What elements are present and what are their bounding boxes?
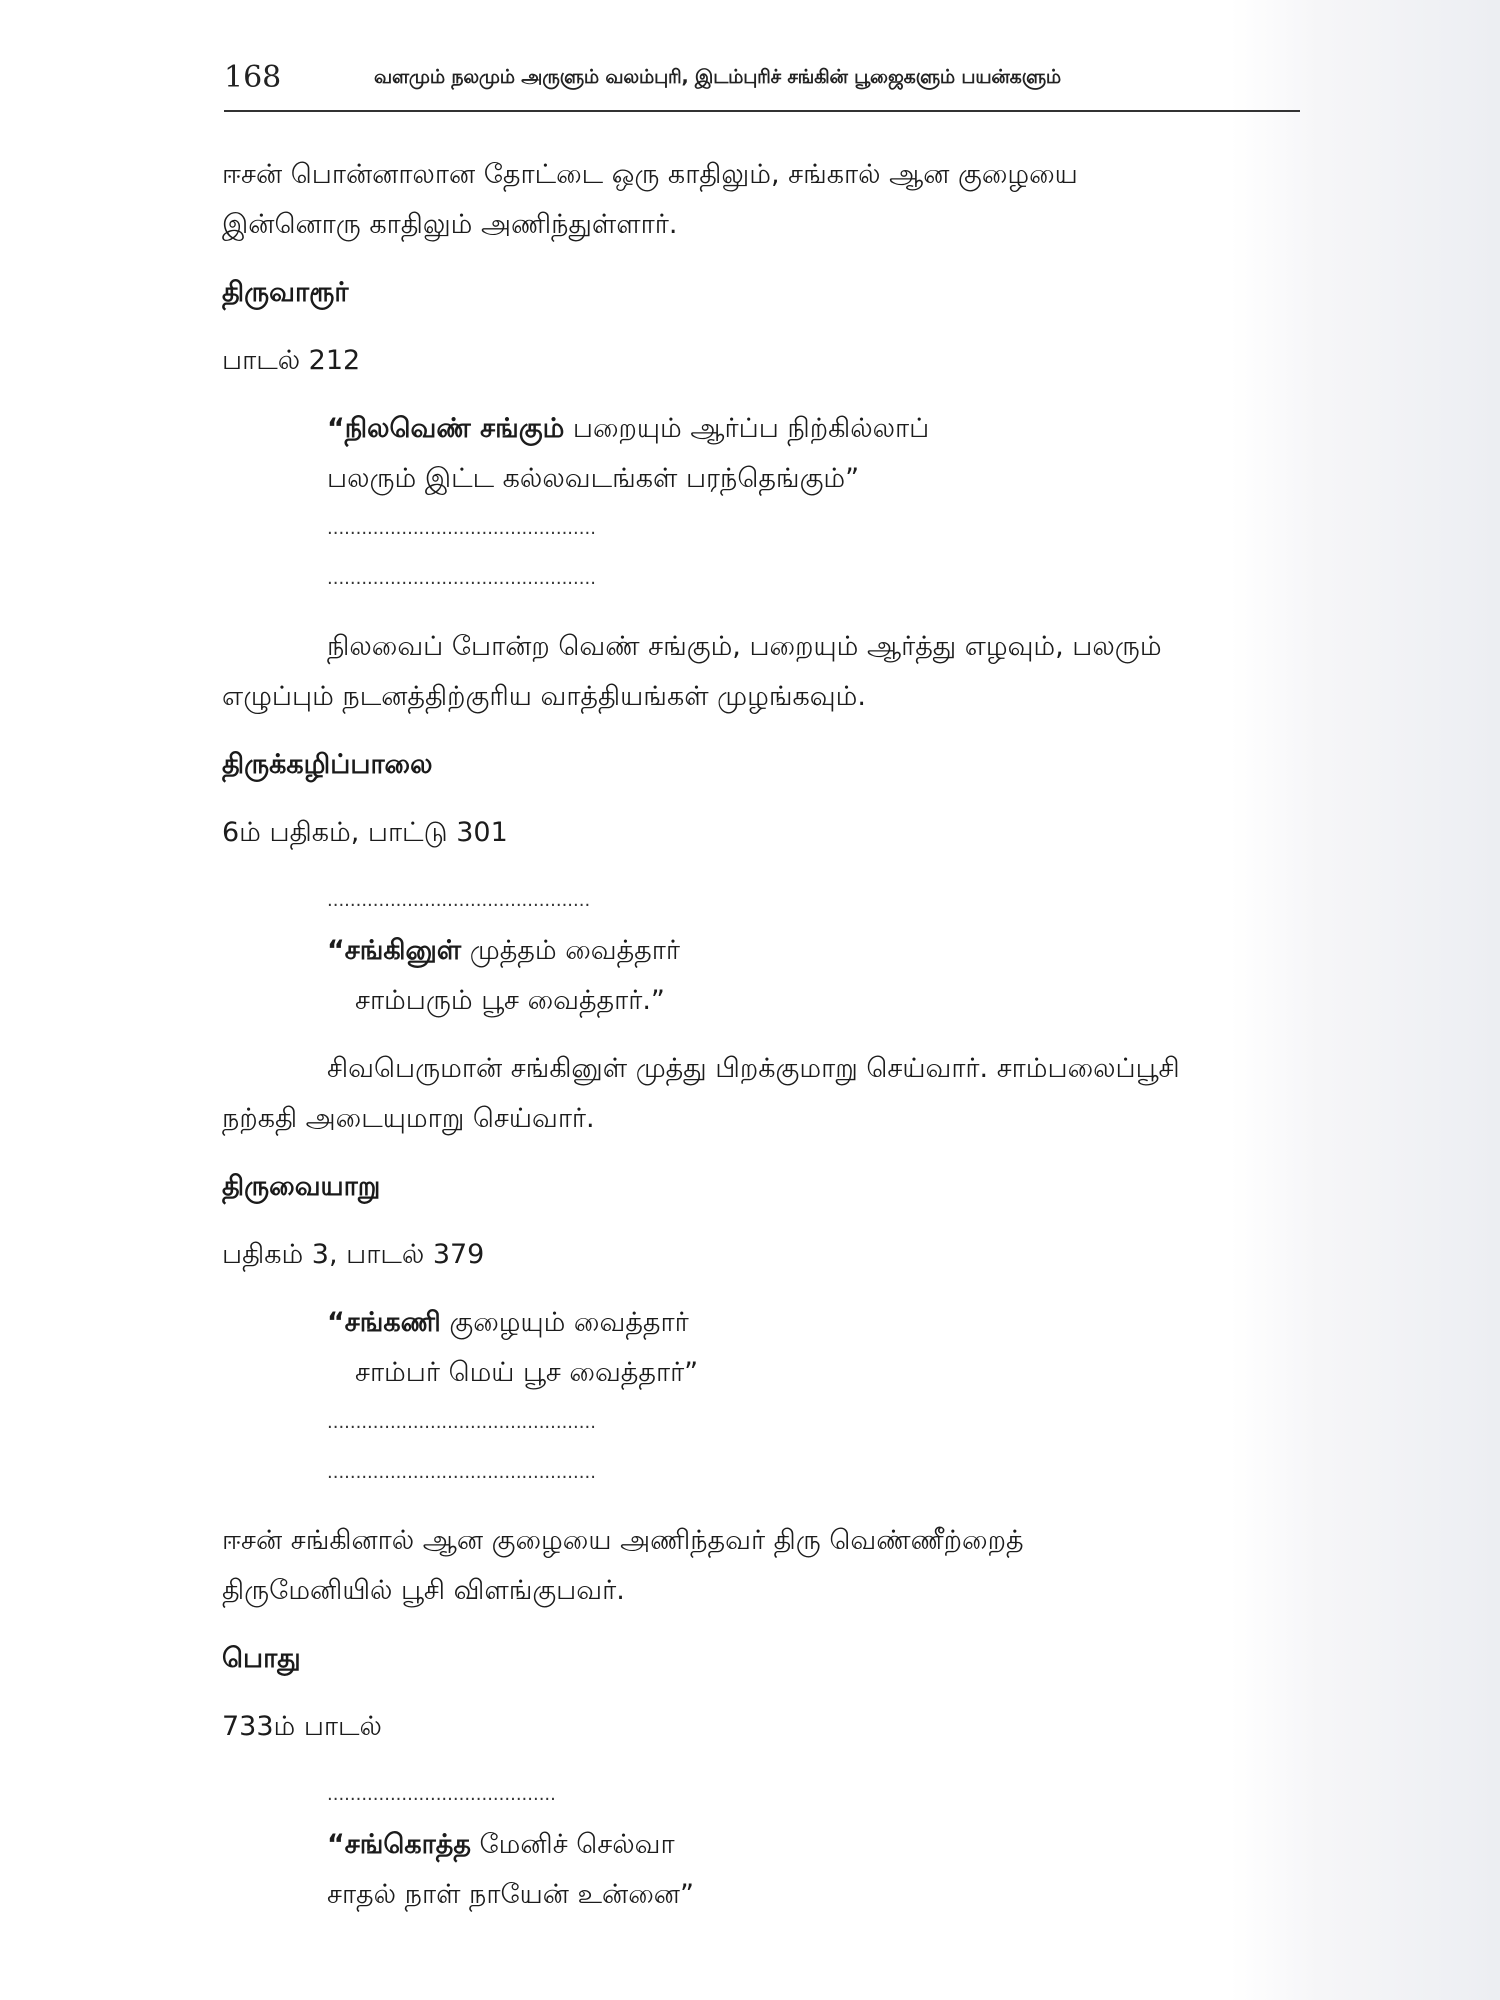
running-title: வளமும் நலமும் அருளும் வலம்புரி, இடம்புரிச் சங்கின் பூஜைகளும் பயன்களும் [374,66,1061,88]
verse-block [222,1298,1300,1498]
verse-reference: 6ம் பதிகம், பாட்டு 301 [222,817,508,848]
section-heading-thiruvaiyaru: திருவையாறு [222,1171,381,1202]
section-heading-thirukkazhippalai: திருக்கழிப்பாலை [222,749,433,780]
verse-emphasis: “சங்கொத்த [327,1829,471,1860]
section-heading-thiruvarur: திருவாரூர் [222,277,349,308]
explanation-paragraph [222,1044,1300,1144]
verse-line: சாம்பர் மெய் பூச வைத்தார்” [355,1357,699,1388]
ellipsis-line: ............................................... [327,1462,596,1483]
verse-text: முத்தம் வைத்தார் [461,935,680,966]
paragraph-line: இன்னொரு காதிலும் அணிந்துள்ளார். [222,209,678,240]
verse-line [327,1820,1300,1870]
verse-emphasis: “சங்கினுள் [327,935,462,966]
paragraph-line: நிலவைப் போன்ற வெண் சங்கும், பறையும் ஆர்த்து எழவும், பலரும் [327,631,1162,662]
ellipsis-line: .............................................. [327,890,591,911]
paragraph-line: சிவபெருமான் சங்கினுள் முத்து பிறக்குமாறு செய்வார். சாம்பலைப்பூசி [327,1053,1180,1084]
verse-block [222,1770,1300,1920]
verse-line: சாதல் நாள் நாயேன் உன்னை” [327,1879,694,1910]
verse-text: மேனிச் செல்வா [470,1829,675,1860]
paragraph-line: ஈசன் சங்கினால் ஆன குழையை அணிந்தவர் திரு வெண்ணீற்றைத் [222,1525,1024,1556]
verse-line [327,404,1300,454]
paragraph-line: எழுப்பும் நடனத்திற்குரிய வாத்தியங்கள் முழங்கவும். [222,681,866,712]
verse-reference: பதிகம் 3, பாடல் 379 [222,1239,485,1270]
paragraph-line: திருமேனியில் பூசி விளங்குபவர். [222,1575,625,1606]
explanation-paragraph [222,622,1300,722]
verse-text: குழையும் வைத்தார் [440,1307,689,1338]
verse-block [222,404,1300,604]
verse-reference: பாடல் 212 [222,345,361,376]
paragraph-line: ஈசன் பொன்னாலான தோட்டை ஒரு காதிலும், சங்கால் ஆன குழையை [222,159,1078,190]
verse-text: பறையும் ஆர்ப்ப நிற்கில்லாப் [564,413,930,444]
page-number: 168 [224,60,282,95]
page-body [222,150,1300,1920]
verse-reference: 733ம் பாடல் [222,1711,382,1742]
ellipsis-line: ........................................ [327,1784,556,1805]
verse-line: பலரும் இட்ட கல்லவடங்கள் பரந்தெங்கும்” [327,463,860,494]
verse-line: சாம்பரும் பூச வைத்தார்.” [355,985,665,1016]
explanation-paragraph [222,1516,1300,1616]
section-heading-pothu: பொது [222,1643,301,1674]
verse-emphasis: “சங்கணி [327,1307,441,1338]
ellipsis-line: ............................................... [327,1412,596,1433]
verse-line [327,1298,1300,1348]
verse-emphasis: “நிலவெண் சங்கும் [327,413,565,444]
verse-line [327,926,1300,976]
header-rule [224,110,1300,112]
paragraph-line: நற்கதி அடையுமாறு செய்வார். [222,1103,595,1134]
verse-block [222,876,1300,1026]
ellipsis-line: ............................................... [327,518,596,539]
page-header [224,58,1298,108]
ellipsis-line: ............................................... [327,568,596,589]
intro-paragraph [222,150,1300,250]
